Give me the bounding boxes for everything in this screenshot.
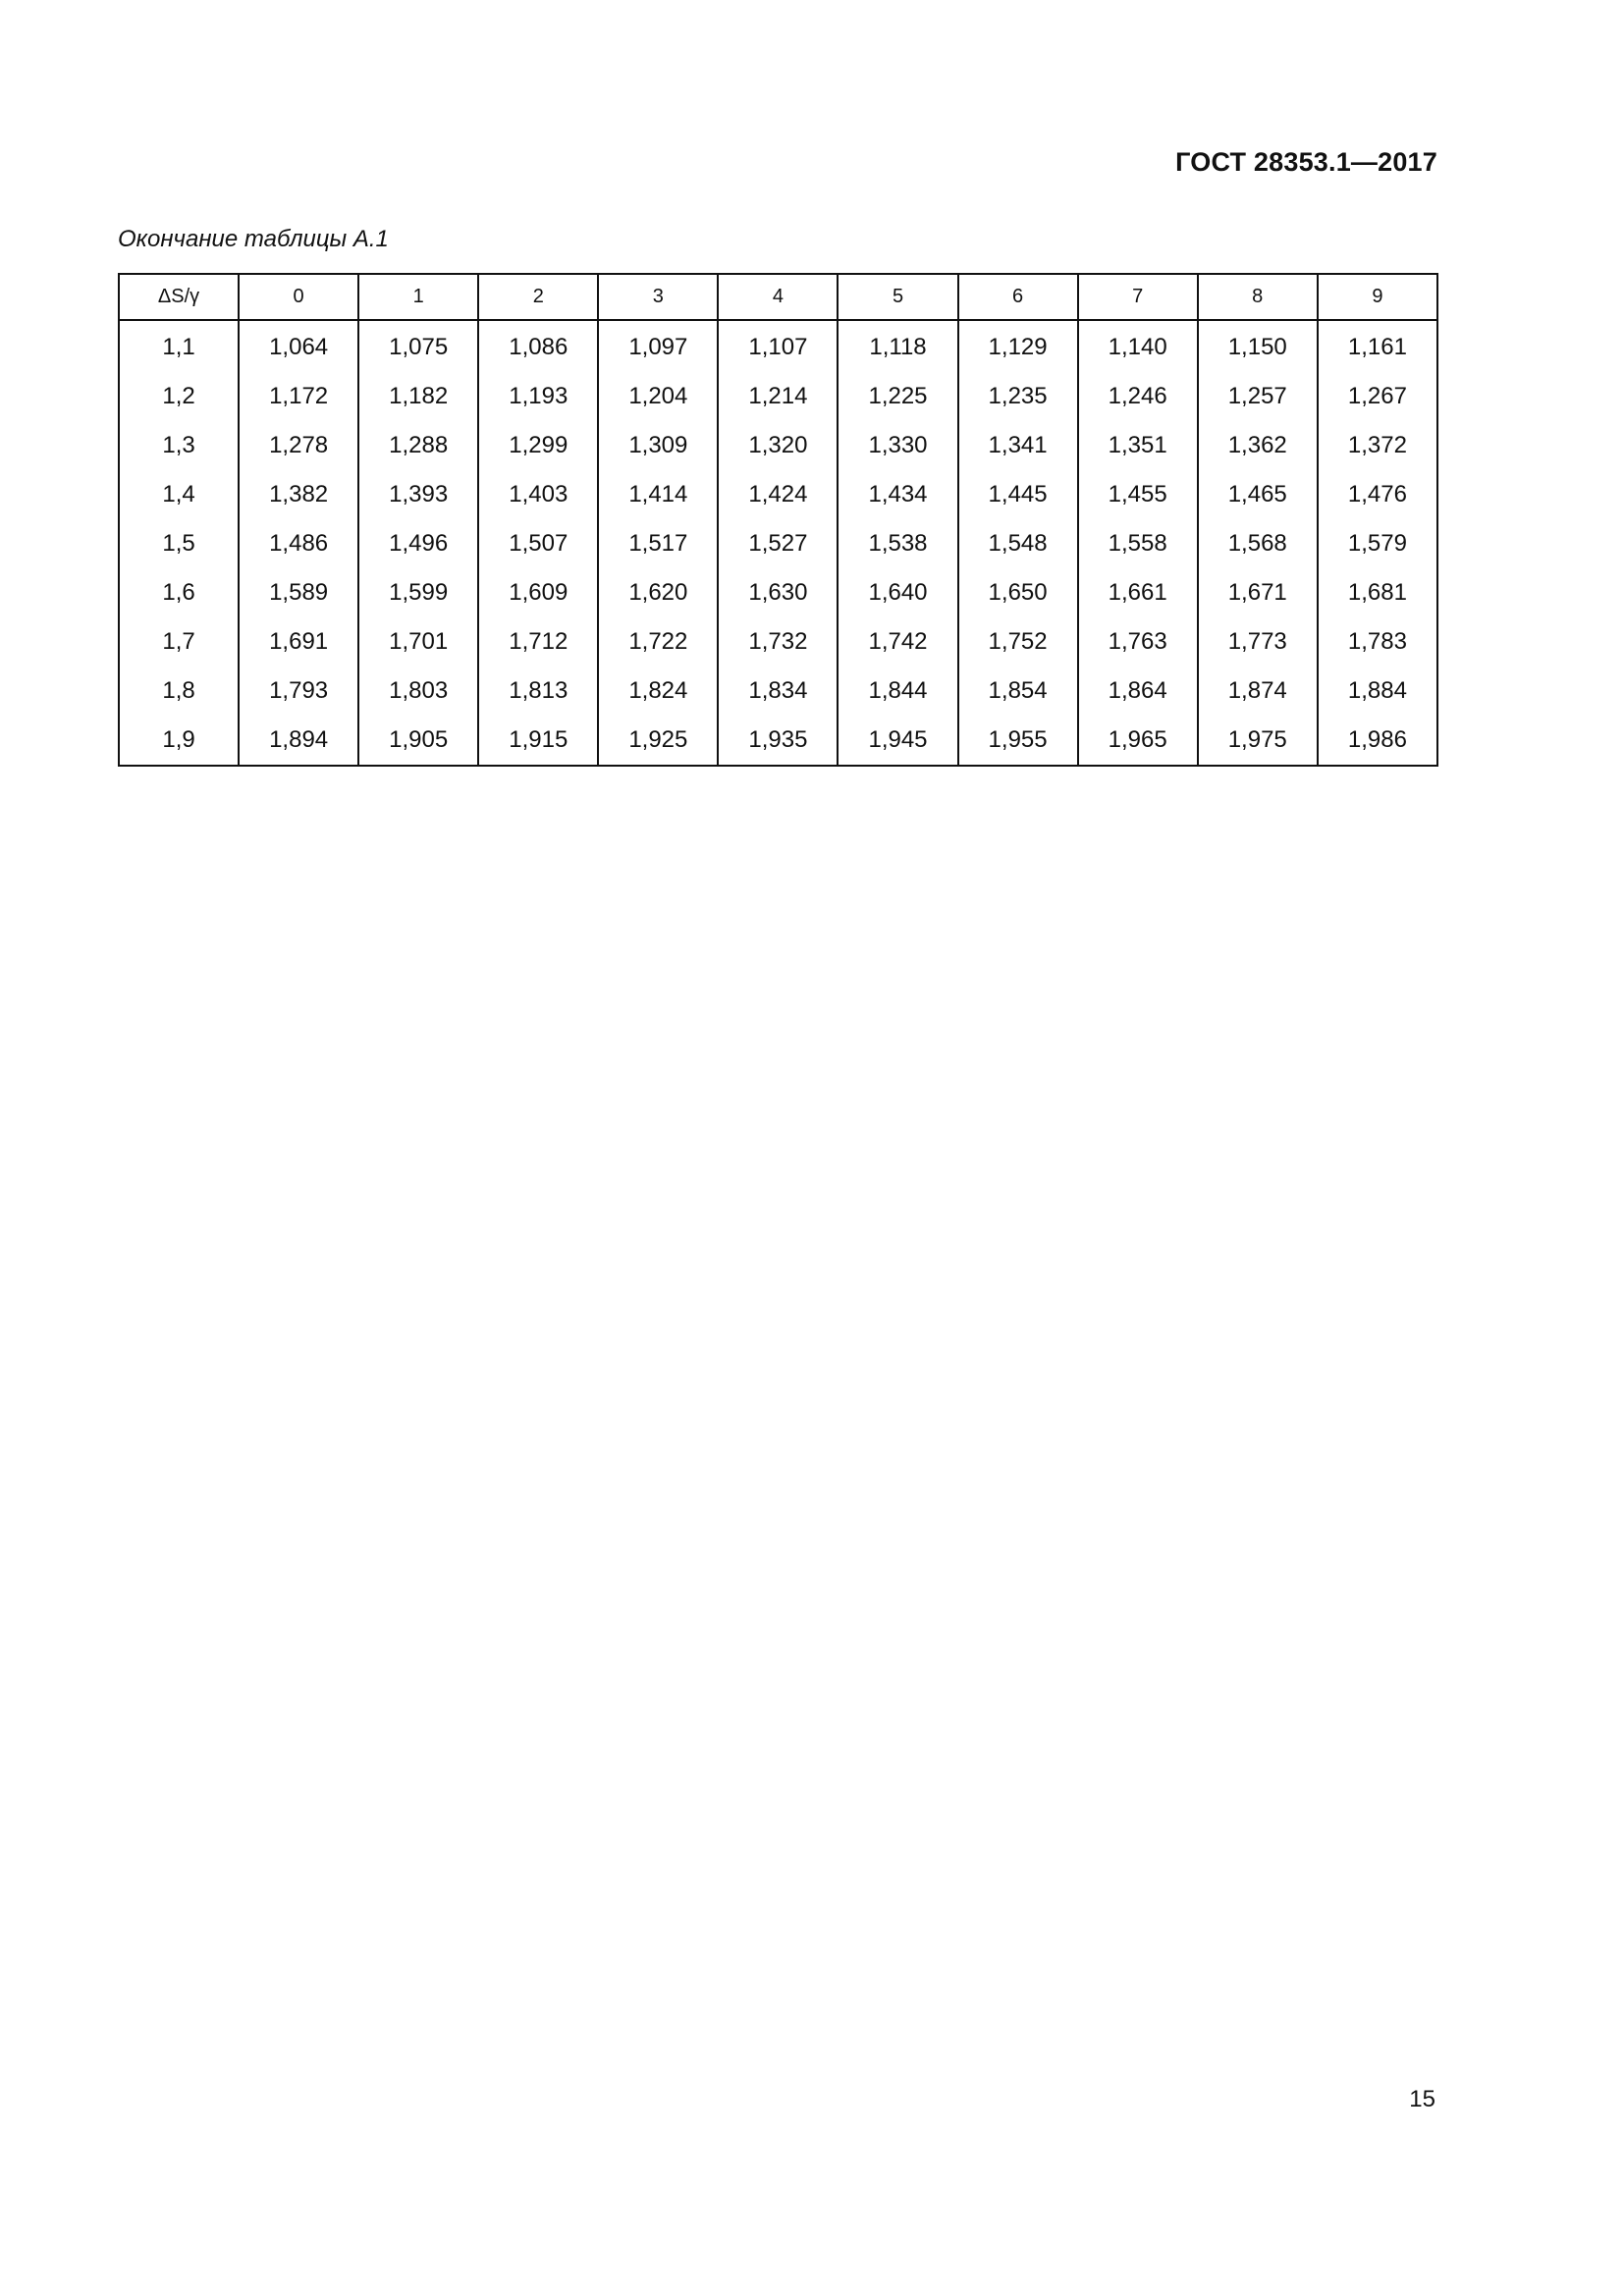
table-cell: 1,620 xyxy=(598,568,718,617)
row-label-cell: 1,8 xyxy=(119,667,239,716)
table-cell: 1,496 xyxy=(358,519,478,568)
table-cell: 1,267 xyxy=(1318,372,1437,421)
table-cell: 1,844 xyxy=(838,667,957,716)
table-cell: 1,225 xyxy=(838,372,957,421)
table-row xyxy=(119,716,1437,766)
column-header-6: 6 xyxy=(958,274,1078,320)
table-cell: 1,589 xyxy=(239,568,358,617)
column-header-5: 5 xyxy=(838,274,957,320)
page-number: 15 xyxy=(1409,2086,1435,2112)
table-cell: 1,742 xyxy=(838,617,957,667)
table-cell: 1,064 xyxy=(239,320,358,372)
table-cell: 1,465 xyxy=(1198,470,1318,519)
table-row xyxy=(119,568,1437,617)
table-cell: 1,803 xyxy=(358,667,478,716)
table-cell: 1,661 xyxy=(1078,568,1198,617)
data-table-container xyxy=(118,273,1438,767)
table-cell: 1,793 xyxy=(239,667,358,716)
table-cell: 1,476 xyxy=(1318,470,1437,519)
table-cell: 1,299 xyxy=(478,421,598,470)
table-cell: 1,288 xyxy=(358,421,478,470)
table-cell: 1,320 xyxy=(718,421,838,470)
row-label-cell: 1,7 xyxy=(119,617,239,667)
table-cell: 1,257 xyxy=(1198,372,1318,421)
table-cell: 1,507 xyxy=(478,519,598,568)
table-cell: 1,763 xyxy=(1078,617,1198,667)
table-cell: 1,935 xyxy=(718,716,838,766)
table-cell: 1,517 xyxy=(598,519,718,568)
column-header-0: 0 xyxy=(239,274,358,320)
row-label-cell: 1,9 xyxy=(119,716,239,766)
table-cell: 1,854 xyxy=(958,667,1078,716)
table-cell: 1,107 xyxy=(718,320,838,372)
table-header-row xyxy=(119,274,1437,320)
table-cell: 1,955 xyxy=(958,716,1078,766)
table-cell: 1,650 xyxy=(958,568,1078,617)
table-cell: 1,086 xyxy=(478,320,598,372)
table-caption: Окончание таблицы А.1 xyxy=(118,226,389,252)
row-label-cell: 1,3 xyxy=(119,421,239,470)
table-cell: 1,172 xyxy=(239,372,358,421)
table-cell: 1,161 xyxy=(1318,320,1437,372)
table-cell: 1,894 xyxy=(239,716,358,766)
table-cell: 1,393 xyxy=(358,470,478,519)
table-row xyxy=(119,372,1437,421)
table-cell: 1,568 xyxy=(1198,519,1318,568)
column-header-8: 8 xyxy=(1198,274,1318,320)
table-cell: 1,925 xyxy=(598,716,718,766)
table-cell: 1,486 xyxy=(239,519,358,568)
table-row xyxy=(119,470,1437,519)
table-cell: 1,609 xyxy=(478,568,598,617)
table-row xyxy=(119,519,1437,568)
table-cell: 1,246 xyxy=(1078,372,1198,421)
column-header-1: 1 xyxy=(358,274,478,320)
table-cell: 1,813 xyxy=(478,667,598,716)
row-label-cell: 1,2 xyxy=(119,372,239,421)
table-cell: 1,214 xyxy=(718,372,838,421)
table-cell: 1,455 xyxy=(1078,470,1198,519)
table-cell: 1,905 xyxy=(358,716,478,766)
table-cell: 1,773 xyxy=(1198,617,1318,667)
table-cell: 1,722 xyxy=(598,617,718,667)
table-cell: 1,414 xyxy=(598,470,718,519)
table-cell: 1,403 xyxy=(478,470,598,519)
document-standard-header: ГОСТ 28353.1—2017 xyxy=(1175,147,1437,177)
table-row xyxy=(119,667,1437,716)
table-cell: 1,235 xyxy=(958,372,1078,421)
table-cell: 1,732 xyxy=(718,617,838,667)
table-row xyxy=(119,617,1437,667)
row-label-cell: 1,1 xyxy=(119,320,239,372)
table-cell: 1,824 xyxy=(598,667,718,716)
table-cell: 1,309 xyxy=(598,421,718,470)
table-cell: 1,874 xyxy=(1198,667,1318,716)
table-cell: 1,834 xyxy=(718,667,838,716)
table-cell: 1,671 xyxy=(1198,568,1318,617)
table-cell: 1,434 xyxy=(838,470,957,519)
column-header-9: 9 xyxy=(1318,274,1437,320)
table-cell: 1,701 xyxy=(358,617,478,667)
table-cell: 1,915 xyxy=(478,716,598,766)
table-cell: 1,945 xyxy=(838,716,957,766)
table-cell: 1,864 xyxy=(1078,667,1198,716)
table-cell: 1,278 xyxy=(239,421,358,470)
table-cell: 1,362 xyxy=(1198,421,1318,470)
table-cell: 1,351 xyxy=(1078,421,1198,470)
row-label-cell: 1,5 xyxy=(119,519,239,568)
table-cell: 1,691 xyxy=(239,617,358,667)
table-cell: 1,558 xyxy=(1078,519,1198,568)
table-cell: 1,681 xyxy=(1318,568,1437,617)
column-header-4: 4 xyxy=(718,274,838,320)
table-cell: 1,372 xyxy=(1318,421,1437,470)
table-cell: 1,341 xyxy=(958,421,1078,470)
table-cell: 1,382 xyxy=(239,470,358,519)
corner-header-cell: ΔS/γ xyxy=(119,274,239,320)
table-cell: 1,630 xyxy=(718,568,838,617)
table-body xyxy=(119,320,1437,766)
table-cell: 1,640 xyxy=(838,568,957,617)
table-cell: 1,330 xyxy=(838,421,957,470)
column-header-3: 3 xyxy=(598,274,718,320)
row-label-cell: 1,6 xyxy=(119,568,239,617)
table-cell: 1,712 xyxy=(478,617,598,667)
table-cell: 1,965 xyxy=(1078,716,1198,766)
table-cell: 1,975 xyxy=(1198,716,1318,766)
column-header-2: 2 xyxy=(478,274,598,320)
column-header-7: 7 xyxy=(1078,274,1198,320)
table-cell: 1,538 xyxy=(838,519,957,568)
table-cell: 1,548 xyxy=(958,519,1078,568)
table-cell: 1,150 xyxy=(1198,320,1318,372)
row-label-cell: 1,4 xyxy=(119,470,239,519)
table-cell: 1,182 xyxy=(358,372,478,421)
table-cell: 1,097 xyxy=(598,320,718,372)
data-table xyxy=(118,273,1438,767)
table-row xyxy=(119,421,1437,470)
table-cell: 1,193 xyxy=(478,372,598,421)
table-cell: 1,783 xyxy=(1318,617,1437,667)
table-cell: 1,140 xyxy=(1078,320,1198,372)
table-cell: 1,884 xyxy=(1318,667,1437,716)
table-row xyxy=(119,320,1437,372)
table-cell: 1,129 xyxy=(958,320,1078,372)
table-cell: 1,075 xyxy=(358,320,478,372)
table-cell: 1,599 xyxy=(358,568,478,617)
table-cell: 1,424 xyxy=(718,470,838,519)
table-cell: 1,204 xyxy=(598,372,718,421)
table-cell: 1,986 xyxy=(1318,716,1437,766)
table-cell: 1,445 xyxy=(958,470,1078,519)
table-cell: 1,118 xyxy=(838,320,957,372)
table-cell: 1,579 xyxy=(1318,519,1437,568)
table-cell: 1,527 xyxy=(718,519,838,568)
table-cell: 1,752 xyxy=(958,617,1078,667)
